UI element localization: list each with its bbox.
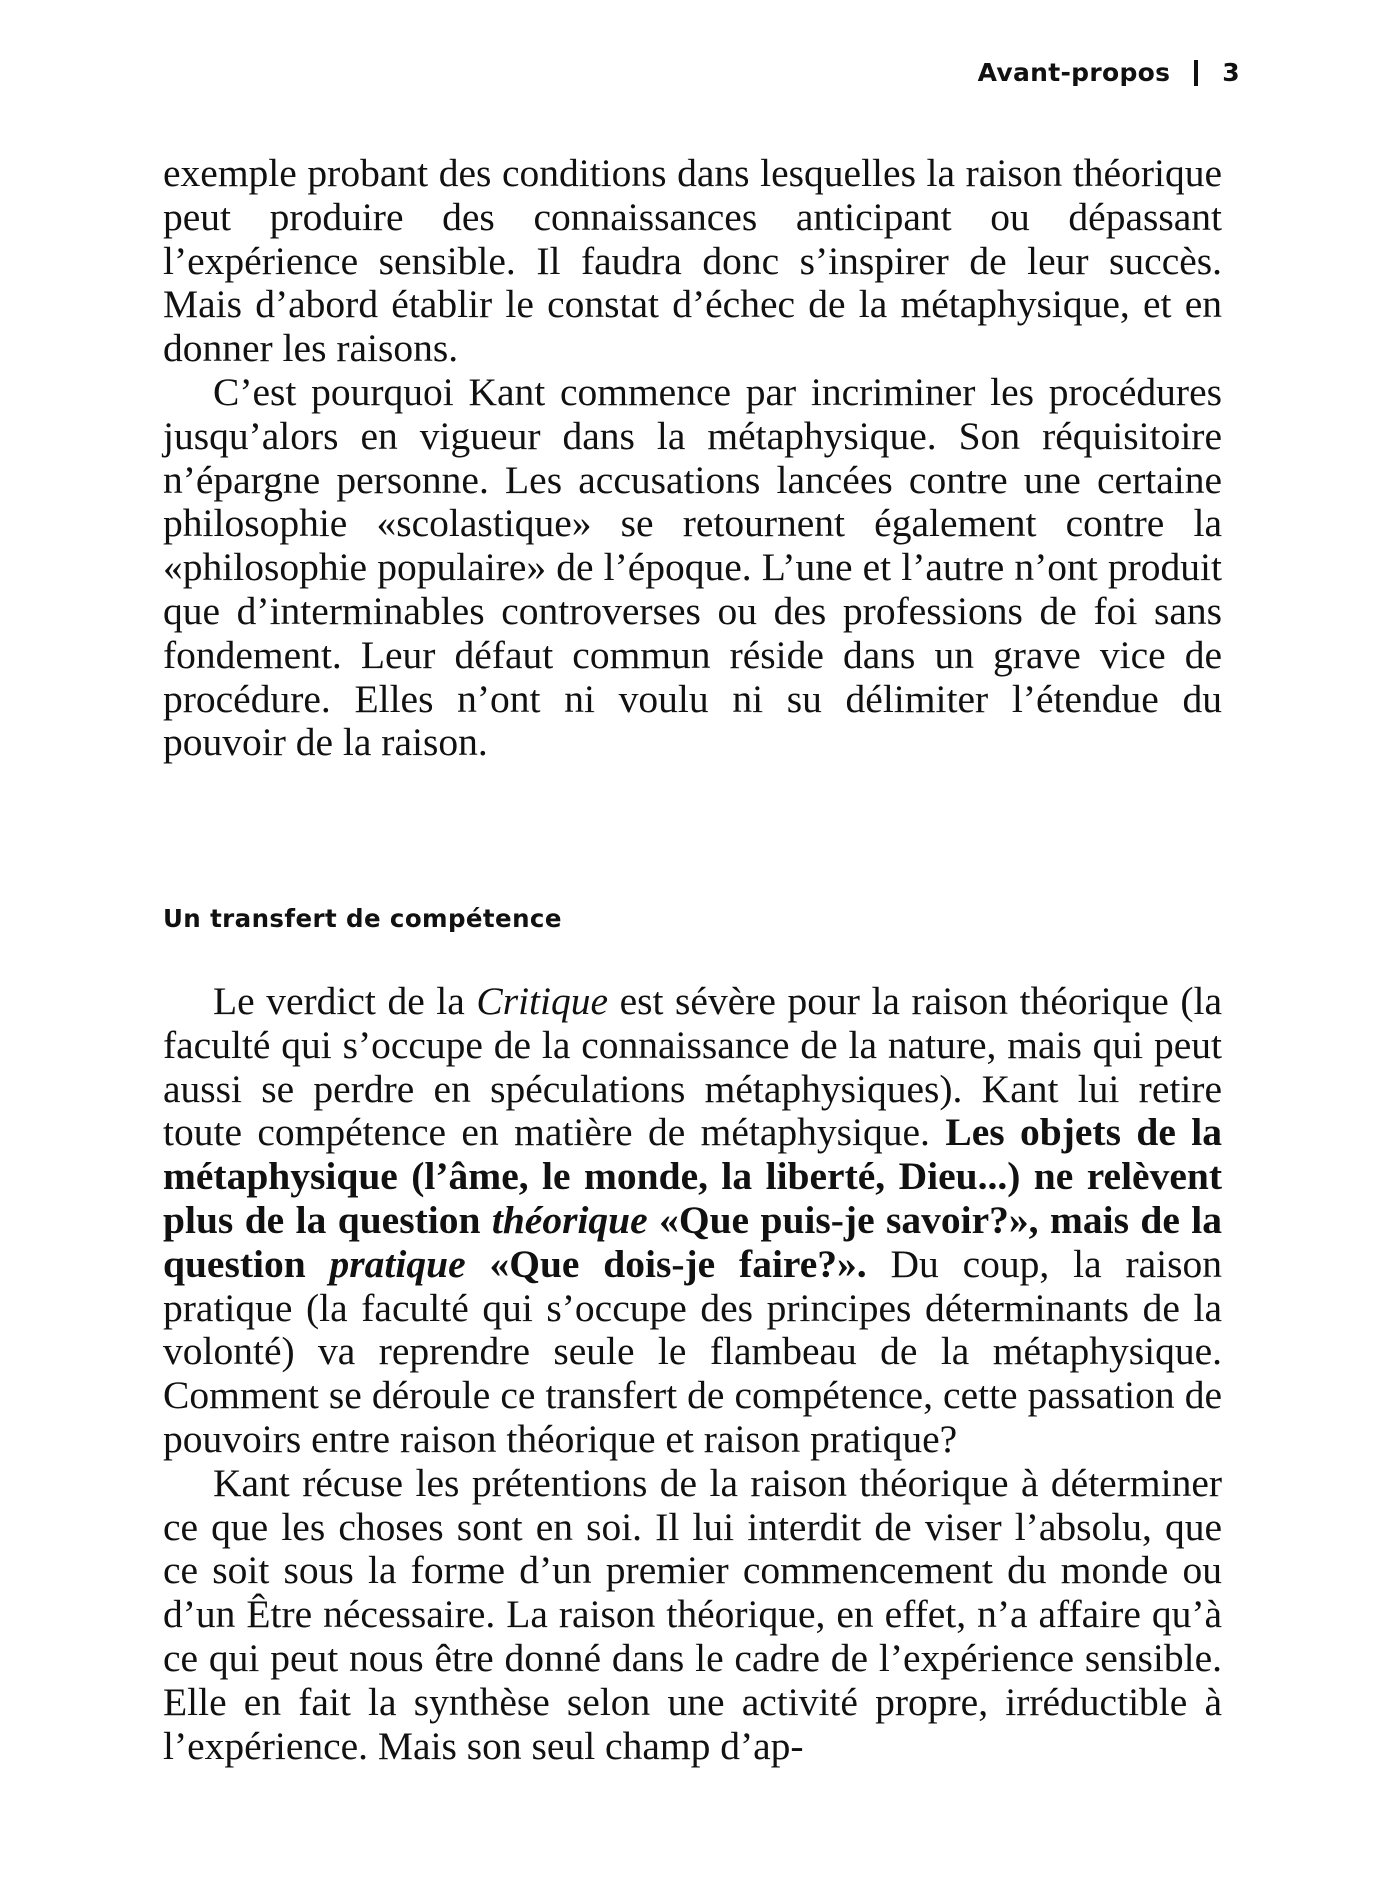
running-head xyxy=(978,58,1240,87)
bold-run: Les objets de la métaphysique (l’âme, le monde, la liberté, Dieu...) ne relèvent plus de la question xyxy=(163,1110,1222,1242)
text-run: Du coup, la raison pratique (la faculté qui s’occupe des principes déterminants de la volonté) va reprendre seule le flambeau de la métaphysique. Comment se déroule ce transfert de compétence, cette passation de pouvoirs entre raison théorique et raison pratique? xyxy=(163,1241,1223,1461)
bold-italic-term: pratique xyxy=(329,1241,466,1286)
paragraph: C’est pourquoi Kant commence par incriminer les procédures jusqu’alors en vigueur dans la métaphysique. Son réquisitoire n’épargne personne. Les accusations lancées contre une certaine philosophie «scolastique» se retournent également contre la «philosophie populaire» de l’époque. L’une et l’autre n’ont produit que d’interminables controverses ou des professions de foi sans fondement. Leur défaut commun réside dans un grave vice de procédure. Elles n’ont ni voulu ni su délimiter l’étendue du pouvoir de la raison. xyxy=(163,369,1222,765)
italic-title: Critique xyxy=(476,979,609,1023)
bold-italic-term: théorique xyxy=(491,1197,648,1242)
paragraph: Kant récuse les prétentions de la raison théorique à déterminer ce que les choses sont en soi. Il lui interdit de viser l’absolu, que ce soit sous la forme d’un premier commencement du monde ou d’un Être nécessaire. La raison théorique, en effet, n’a affaire qu’à ce qui peut nous être donné dans le cadre de l’expérience sensible. Elle en fait la synthèse selon une activité propre, irréductible à l’expérience. Mais son seul champ d’ap- xyxy=(163,1460,1222,1768)
text-run: Le verdict de la xyxy=(213,979,477,1023)
text-run: est sévère pour la raison théorique (la faculté qui s’occupe de la connaissance de la nature, mais qui peut aussi se perdre en spéculations métaphysiques). Kant lui retire toute compétence en matière de métaphysique. xyxy=(163,979,1222,1155)
section-text-block xyxy=(163,980,1222,1768)
bold-run: «Que puis-je savoir?», mais de la question xyxy=(163,1197,1222,1286)
page-number: 3 xyxy=(1222,58,1240,87)
bold-run: «Que dois-je faire?». xyxy=(465,1241,867,1286)
paragraph-continued: exemple probant des conditions dans lesquelles la raison théorique peut produire des connaissances anticipant ou dépassant l’expérience sensible. Il faudra donc s’inspirer de leur succès. Mais d’abord établir le constat d’échec de la métaphysique, et en donner les raisons. xyxy=(163,151,1222,371)
header-separator xyxy=(1194,60,1198,86)
top-text-block xyxy=(163,152,1222,765)
paragraph-verdict xyxy=(163,980,1222,1462)
section-heading: Un transfert de compétence xyxy=(163,904,562,933)
running-title: Avant-propos xyxy=(977,58,1171,87)
